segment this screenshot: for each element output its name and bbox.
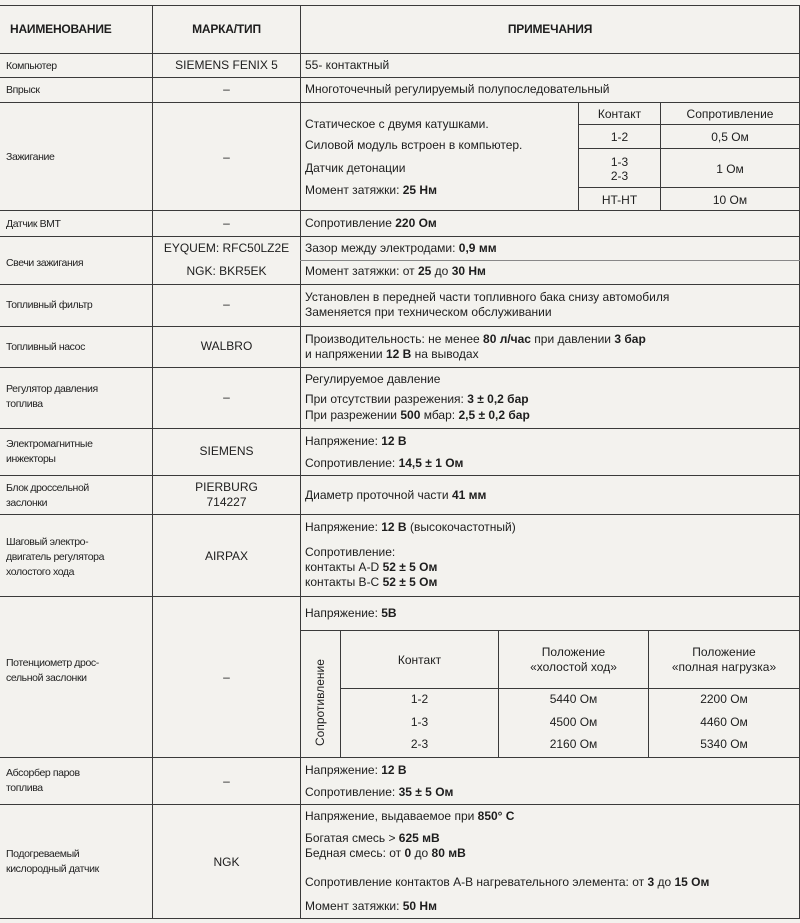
row-name-pot-1: Потенциометр дрос- (6, 657, 99, 669)
stepper-line3: контакты А-D 52 ± 5 Ом (305, 560, 438, 574)
row-name-plugs: Свечи зажигания (6, 257, 84, 269)
header-notes: ПРИМЕЧАНИЯ (507, 22, 593, 36)
row-name-stepper-3: холостого хода (6, 566, 75, 578)
ign-value-3: 10 Ом (712, 193, 748, 207)
throttle-line: Диаметр проточной части 41 мм (305, 488, 487, 502)
row-brand-injection: – (223, 82, 230, 96)
pot-idle-3: 2160 Ом (549, 737, 598, 751)
o2-line1: Напряжение, выдаваемое при 850° С (305, 809, 515, 823)
ignition-line4: Момент затяжки: 25 Нм (305, 183, 437, 197)
pot-full-2: 4460 Ом (700, 715, 748, 729)
row-name-injectors-2: инжекторы (6, 453, 56, 465)
row-brand-stepper: AIRPAX (204, 549, 249, 563)
row-brand-plugs-1: EYQUEM: RFC50LZ2E (163, 241, 290, 255)
plugs-line2: Момент затяжки: от 25 до 30 Нм (305, 264, 486, 278)
pot-head-full-2: «полная нагрузка» (671, 660, 777, 674)
row-brand-absorber: – (223, 774, 230, 788)
row-name-computer: Компьютер (6, 60, 57, 72)
row-name-throttle-2: заслонки (6, 497, 48, 509)
row-note-injection: Многоточечный регулируемый полупоследовательный (305, 82, 610, 96)
filter-line2: Заменяется при техническом обслуживании (305, 305, 552, 319)
pot-head-idle-1: Положение (541, 645, 606, 659)
stepper-line2: Сопротивление: (305, 545, 396, 559)
ign-contact-2b: 2-3 (610, 169, 629, 183)
ign-value-1: 0,5 Ом (711, 130, 749, 144)
absorber-line2: Сопротивление: 35 ± 5 Ом (305, 785, 454, 799)
row-name-pump: Топливный насос (6, 341, 85, 353)
row-name-absorber-1: Абсорбер паров (6, 767, 80, 779)
o2-line5: Момент затяжки: 50 Нм (305, 899, 437, 913)
ign-value-2: 1 Ом (716, 162, 744, 176)
filter-line1: Установлен в передней части топливного бака снизу автомобиля (305, 290, 670, 304)
injectors-line2: Сопротивление: 14,5 ± 1 Ом (305, 456, 464, 470)
row-brand-pump: WALBRO (200, 339, 253, 353)
row-name-absorber-2: топлива (6, 782, 43, 794)
ign-head-resistance: Сопротивление (686, 107, 774, 121)
row-brand-vmt: – (223, 216, 230, 230)
pump-line1: Производительность: не менее 80 л/час при давлении 3 бар (305, 332, 646, 346)
row-name-regulator-2: топлива (6, 398, 43, 410)
row-name-o2-1: Подогреваемый (6, 848, 80, 860)
injectors-line1: Напряжение: 12 В (305, 434, 407, 448)
row-name-vmt: Датчик ВМТ (6, 218, 61, 230)
row-name-regulator-1: Регулятор давления (6, 383, 98, 395)
stepper-line4: контакты В-С 52 ± 5 Ом (305, 575, 438, 589)
header-brand: МАРКА/ТИП (192, 22, 261, 36)
ign-contact-2: 1-3 (610, 155, 629, 169)
row-name-throttle-1: Блок дроссельной (6, 482, 89, 494)
row-name-o2-2: кислородный датчик (6, 863, 99, 875)
pot-idle-2: 4500 Ом (549, 715, 598, 729)
row-brand-ignition: – (223, 150, 230, 164)
row-brand-computer: SIEMENS FENIX 5 (175, 58, 278, 72)
ignition-line3: Датчик детонации (305, 161, 406, 175)
pot-side-label: Сопротивление (313, 659, 327, 746)
absorber-line1: Напряжение: 12 В (305, 763, 407, 777)
row-name-pot-2: сельной заслонки (6, 672, 87, 684)
pot-full-3: 5340 Ом (700, 737, 748, 751)
pot-idle-1: 5440 Ом (549, 692, 598, 706)
row-brand-throttle-1: PIERBURG (195, 480, 258, 494)
row-brand-filter: – (223, 297, 230, 311)
pot-contact-2: 1-3 (410, 715, 429, 729)
ign-contact-1: 1-2 (610, 130, 629, 144)
row-brand-pot: – (223, 670, 230, 684)
regulator-line1: Регулируемое давление (305, 372, 441, 386)
row-brand-o2: NGK (213, 855, 240, 869)
ignition-line2: Силовой модуль встроен в компьютер. (305, 138, 523, 152)
row-brand-throttle-2: 714227 (206, 495, 247, 509)
row-brand-plugs-2: NGK: BKR5EK (186, 264, 267, 278)
pump-line2: и напряжении 12 В на выводах (305, 347, 479, 361)
row-brand-regulator: – (223, 390, 230, 404)
row-name-stepper-2: двигатель регулятора (6, 551, 105, 563)
pot-head-full-1: Положение (692, 645, 756, 659)
ignition-line1: Статическое с двумя катушками. (305, 117, 489, 131)
o2-line2: Богатая смесь > 625 мВ (305, 831, 440, 845)
stepper-line1: Напряжение: 12 В (высокочастотный) (305, 520, 516, 534)
pot-line1: Напряжение: 5В (305, 606, 397, 620)
o2-line4: Сопротивление контактов А-В нагревательного элемента: от 3 до 15 Ом (305, 875, 710, 889)
ign-head-contact: Контакт (597, 107, 642, 121)
row-note-computer: 55- контактный (305, 58, 390, 72)
pot-contact-3: 2-3 (410, 737, 429, 751)
row-name-stepper-1: Шаговый электро- (6, 536, 89, 548)
row-name-injectors-1: Электромагнитные (6, 438, 93, 450)
o2-line3: Бедная смесь: от 0 до 80 мВ (305, 846, 466, 860)
pot-head-idle-2: «холостой ход» (530, 660, 617, 674)
pot-head-contact: Контакт (397, 653, 442, 667)
row-name-injection: Впрыск (6, 84, 40, 96)
row-brand-injectors: SIEMENS (199, 444, 254, 458)
pot-full-1: 2200 Ом (700, 692, 748, 706)
row-name-filter: Топливный фильтр (6, 299, 93, 311)
header-name: НАИМЕНОВАНИЕ (10, 22, 112, 36)
row-name-ignition: Зажигание (6, 151, 55, 163)
regulator-line3: При разрежении 500 мбар: 2,5 ± 0,2 бар (305, 408, 530, 422)
row-note-vmt: Сопротивление 220 Ом (305, 216, 437, 230)
plugs-line1: Зазор между электродами: 0,9 мм (305, 241, 497, 255)
regulator-line2: При отсутствии разрежения: 3 ± 0,2 бар (305, 392, 529, 406)
pot-contact-1: 1-2 (410, 692, 429, 706)
ign-contact-3: HT-HT (601, 193, 638, 207)
